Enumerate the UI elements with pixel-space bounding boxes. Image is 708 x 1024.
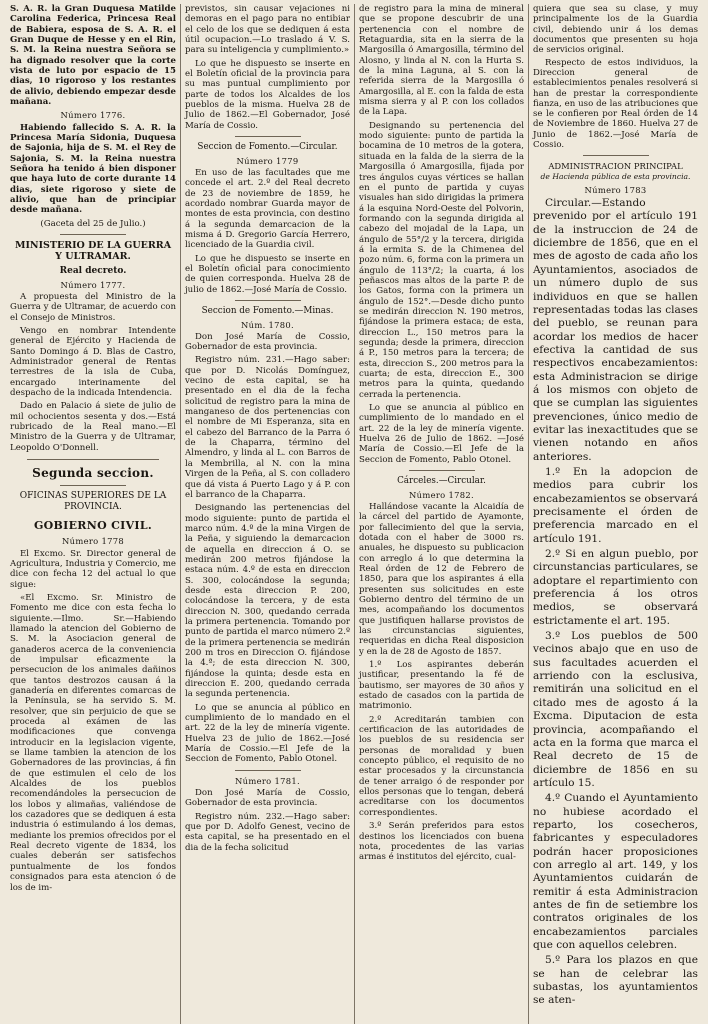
mourning-notice-2: Habiendo fallecido S. A. R. la Princesa María Sidonia, Duquesa de Sajonia, hija de S. M. el Rey de Sajonia, S. M. la Reina nuestra Señora ha tenido á bien disponer que haya luto de corte durante 14 dias, siete rigoroso y siete de alivio, que han de principiar desde mañana. xyxy=(10,122,176,216)
publication-order-paragraph: Lo que he dispuesto se inserte en el Boletín oficial de la provincia para su mas puntual cumplimiento por parte de todos los Alcaldes de los pueblos de la misma. Huelva 28 de Julio de 1862.—El Gobernador, José María de Cossio. xyxy=(185,58,350,131)
minister-letter-paragraph: «El Excmo. Sr. Ministro de Fomento me dice con esta fecha lo siguiente.—Ilmo. Sr.—Habiendo llamado la atencion del Gobierno de S. M. la Asociacion general de ganaderos acerca de la conveniencia de impulsar eficazmente la persecucion de los animales dañinos que tantos destrozos causan á la ganadería en diferentes comarcas de la Península, se ha servido S. M. resolver, que sin perjuicio de que se proceda al exámen de las modificaciones que convenga introducir en la legislacion vigente, se llame tambien la atencion de los Gobernadores de las provincias, á fin de que estimulen el celo de los Alcaldes de los pueblos recomendándoles la persecucion de los lobos y alimañas, valiéndose de los cazadores que se dediquen á esta industria ó estimulando á los demas, mediante los premios ofrecidos por el Real decreto vigente de 1834, los cuales deberán ser satisfechos puntualmente de los fondos consignados para esta atencion ó de los de im- xyxy=(10,592,176,893)
royal-decree-heading: Real decreto. xyxy=(59,265,127,276)
prisons-circular-heading: Cárceles.—Circular. xyxy=(397,476,486,487)
decree-paragraph-2: Vengo en nombrar Intendente general de Ejército y Hacienda de Santo Domingo á D. Blas de Castro, Administrador general de Rentas terrestres de la isla de Cuba, encargado interinamente del despacho de la indicada Intendencia. xyxy=(10,325,176,398)
fomento-mines-heading: Seccion de Fomento.—Minas. xyxy=(201,305,334,316)
requirement-3: 3.º Serán preferidos para estos destinos los licenciados con buena nota, procedentes de las varias armas é institutos del ejército, cual- xyxy=(359,821,524,863)
mourning-notice-1: S. A. R. la Gran Duquesa Matilde Carolina Federica, Princesa Real de Babiera, esposa de S. A. R. el Gran Duque de Hesse y en el Rin, S. M. la Reina nuestra Señora se ha dignado resolver que la corte vista de luto por espacio de 15 dias, 10 rigoroso y los restantes de alivio, debiendo empezar desde mañana. xyxy=(10,4,176,108)
mine-registry-232: Registro núm. 232.—Hago saber: que por D. Adolfo Genest, vecino de esta capital, se ha presentado en el dia de la fecha solicitud xyxy=(185,811,350,853)
governor-intro-2: Don José María de Cossio, Gobernador de esta provincia. xyxy=(185,787,350,809)
requirement-2: 2.º Acreditarán tambien con certificacion de las autoridades de los pueblos de su residencia ser personas de moralidad y buen concepto público, el requisito de no estar procesados y la circunstancia de tener arraigo ó de responder por ellos personas que lo tengan, deberá acreditarse con los documentos correspondientes. xyxy=(359,714,524,818)
civil-government-heading: GOBIERNO CIVIL. xyxy=(33,519,153,533)
governor-intro-1: Don José María de Cossio, Gobernador de esta provincia. xyxy=(185,331,350,353)
treasury-rule-1: 1.º En la adopcion de medios para cubrir los encabezamientos se observará precisamente el órden de preferencia marcado en el artículo 191. xyxy=(533,465,698,545)
director-general-paragraph: El Excmo. Sr. Director general de Agricultura, Industria y Comercio, me dice con fecha 12 del actual lo que sigue: xyxy=(10,548,176,590)
letter-continuation: previstos, sin causar vejaciones ni demoras en el pago para no entibiar el celo de los que se dediquen á esta útil ocupacion.—Lo traslado á V. S. para su inteligencia y cumplimiento.» xyxy=(185,4,350,56)
mine-registry-232-continued: de registro para la mina de mineral que se propone descubrir de una pertenencia con el nombre de Retaguardia, sita en la sierra de la Margosilla ó Amargosilla, término del Alosno, y linda al N. con la Hurta S. de la mina Laguna, al S. con la referida sierra de la Margosilla ó Amargosilla, al E. con la falda de esta misma sierra y al P. con los collados de la Lapa. xyxy=(359,4,524,118)
mine-registry-231: Registro núm. 231.—Hago saber: que por D. Nicolás Domínguez, vecino de esta capital, se ha presentado en el dia de la fecha solicitud de registro para la mina de manganeso de dos pertenencias con el nombre de Mi Esperanza, sita en el cabezo del Barranco de la Parra ó de la Chaparra, término del Almendro, y linda al L. con Barros de la Membrilla, al N. con la mina Virgen de la Peña, al S. con colladero que dá vista á Puerto Lago y á P. con el barranco de la Chaparra. xyxy=(185,355,350,500)
divider xyxy=(235,770,301,771)
guard-appointment-paragraph: En uso de las facultades que me concede el art. 2.º del Real decreto de 23 de noviembre de 1859, he acordado nombrar Guarda mayor de montes de esta provincia, con destino á la segunda demarcacion de la misma á D. Gregorio García Herrero, licenciado de la Guardia civil. xyxy=(185,167,350,251)
mine-announcement-231: Lo que se anuncia al público en cumplimiento de lo mandado en el art. 22 de la ley de minería vigente. Huelva 23 de julio de 1862.—José María de Cossio.—El Jefe de la Seccion de Fomento, Pablo Otonel. xyxy=(185,702,350,765)
column-4 xyxy=(528,4,702,1024)
notice-number-1778: Número 1778 xyxy=(62,536,124,547)
penal-directorate-paragraph: Respecto de estos individuos, la Direccion general de establecimientos penales resolverá si han de prestar la correspondiente fianza, en uso de las atribuciones que se le confieren por Real órden de 14 de Noviembre de 1860. Huelva 27 de Junio de 1862.—José María de Cossio. xyxy=(533,57,698,151)
divider xyxy=(60,485,126,486)
divider xyxy=(27,459,160,460)
fomento-circular-heading: Seccion de Fomento.—Circular. xyxy=(197,142,338,153)
administration-subheading: de Hacienda pública de esta provincia. xyxy=(540,171,691,181)
offices-heading: OFICINAS SUPERIORES DE LA PROVINCIA. xyxy=(19,491,167,513)
divider xyxy=(583,155,649,156)
mine-announcement-232: Lo que se anuncia al público en cumplimiento de lo mandado en el art. 22 de la ley de minería vigente. Huelva 26 de Julio de 1862. —José María de Cossio.—El Jefe de la Seccion de Fomento, Pablo Otonel. xyxy=(359,403,524,465)
jail-vacancy-paragraph: Hallándose vacante la Alcaidía de la cárcel del partido de Ayamonte, por fallecimiento del que la servia, dotada con el haber de 3000 rs. anuales, he dispuesto su publicacion con arreglo á lo que determina la Real órden de 12 de Febrero de 1850, para que los aspirantes á ella presenten sus solicitudes en este Gobierno dentro del término de un mes, acompañando los documentos que justifiquen hallarse provistos de las circunstancias siguientes, requeridas en dicha Real disposicion y en la de 28 de Agosto de 1857. xyxy=(359,501,524,657)
notice-number-1781: Número 1781. xyxy=(235,775,300,786)
guard-publication-paragraph: Lo que he dispuesto se inserte en el Boletín oficial para conocimiento de quien corresponda. Huelva 28 de julio de 1862.—José María de Cossio. xyxy=(185,253,350,295)
notice-number-1776: Número 1776. xyxy=(60,110,126,121)
notice-number-1782: Número 1782. xyxy=(409,489,474,500)
mine-boundaries-231: Designando las pertenencias del modo siguiente: punto de partida el marco núm. 4.º de la mina Virgen de la Peña, y siguiendo la demarcacion de aquella en direccion á O. se medirán 200 metros fijándose la estaca núm. 4.º de esta en direccion S. 300, colocándose la segunda; desde esta direccion P. 200, colocándose la tercera, y de esta direccion N. 300, quedando cerrada la primera pertenencia. Tomando por punto de partida el marco número 2.º de la primera pertenencia se medirán 200 m tros en Direccion O. fijándose la 4.ª; de esta direccion N. 300, fijándose la quinta; desde esta en direccion E. 200, quedando cerrada la segunda pertenencia. xyxy=(185,503,350,700)
notice-number-1777: Número 1777. xyxy=(60,279,126,290)
treasury-rule-3: 3.º Los pueblos de 500 vecinos abajo que en uso de sus facultades acuerden el arriendo con la esclusiva, remitirán una solicitud en el citado mes de agosto á la Excma. Diputacion de esta provincia, acompañando el acta en la forma que marca el Real decreto de 15 de diciembre de 1856 en su artículo 15. xyxy=(533,630,698,789)
ministry-heading: MINISTERIO DE LA GUERRA Y ULTRAMAR. xyxy=(14,240,172,263)
divider xyxy=(409,470,475,471)
requirement-1: 1.º Los aspirantes deberán justificar, presentando la fé de bautismo, ser mayores de 30 años y estado de casados con la partida de matrimonio. xyxy=(359,660,524,712)
divider xyxy=(60,234,126,235)
section-heading: Segunda seccion. xyxy=(32,466,154,480)
decree-paragraph-1: A propuesta del Ministro de la Guerra y de Ultramar, de acuerdo con el Consejo de Ministros. xyxy=(10,291,176,323)
treasury-rule-5: 5.º Para los plazos en que se han de celebrar las subastas, los ayuntamientos se aten- xyxy=(533,954,698,1007)
decree-paragraph-3: Dado en Palacio á siete de julio de mil ochocientos sesenta y dos.—Está rubricado de la Real mano.—El Ministro de la Guerra y de Ultramar, Leopoldo O'Donnell. xyxy=(10,401,176,453)
gazette-source: (Gaceta del 25 de Julio.) xyxy=(40,218,146,229)
column-1 xyxy=(6,4,180,1024)
column-2 xyxy=(180,4,354,1024)
treasury-circular-paragraph: Circular.—Estando prevenido por el artículo 191 de la instruccion de 24 de diciembre de 1856, que en el mes de agosto de cada año los Ayuntamientos, asociados de un número duplo de sus individuos en que se hallen representadas todas las clases del pueblo, se reunan para acordar los medios de hacer efectiva la cantidad de sus respectivos encabezamientos: esta Administracion se dirige á los mismos con objeto de que se cumplan las siguientes prevenciones, único medio de evitar las inexactitudes que se vienen notando en años anteriores. xyxy=(533,197,698,463)
mine-boundaries-232: Designando su pertenencia del modo siguiente: punto de partida la bocamina de 10 metros de la gotera, situada en la falda de la sierra de la Margosilla ó Amargosilla, fijada por tres ángulos cuyas vértices se hallan en el punto de partida y cuyas visuales han sido dirigidas la primera á la esquina Nord-Oeste del Polvorin, formando con la segunda dirigida al cabezo del mojadal de la Lapa, un ángulo de 55°/2 y la tercera, dirigida á la ermita S. de la Chimenea del pozo núm. 6, forma con la primera un ángulo de 113°/2; la cuarta, á los peñascos mas altos de la parte P. de los Gatos, forma con la primera un ángulo de 152°.—Desde dicho punto se medirán direccion N. 190 metros, fijándose la primera estaca; de esta, direccion L., 150 metros para la segunda; desde la primera, direccion á P., 150 metros para la tercera; de esta, direccion S., 200 metros para la cuarta; de esta, direccion E., 300 metros para la quinta, quedando cerrada la pertenencia. xyxy=(359,120,524,400)
treasury-rule-4: 4.º Cuando el Ayuntamiento no hubiese acordado el reparto, los cosecheros, fabricantes y especuladores podrán hacer proposiciones con arreglo al art. 149, y los Ayuntamientos cuidarán de remitir á esta Administracion antes de fin de setiembre los contratos originales de los encabezamientos parciales que con aquellos celebren. xyxy=(533,792,698,951)
notice-number-1783: Número 1783 xyxy=(584,184,647,195)
administration-heading: ADMINISTRACION PRINCIPAL xyxy=(548,161,683,172)
treasury-rule-2: 2.º Si en algun pueblo, por circunstancias particulares, se adoptare el repartimiento con preferencia á los otros medios, se observará estrictamente el art. 195. xyxy=(533,548,698,627)
divider xyxy=(235,136,301,137)
divider xyxy=(235,300,301,301)
notice-number-1780: Núm. 1780. xyxy=(241,319,294,330)
notice-number-1779: Número 1779 xyxy=(236,155,299,166)
requirement-3-continued: quiera que sea su clase, y muy principalmente los de la Guardia civil, debiendo unir á los demas documentos que presenten su hoja de servicios original. xyxy=(533,4,698,56)
column-3 xyxy=(354,4,528,1024)
